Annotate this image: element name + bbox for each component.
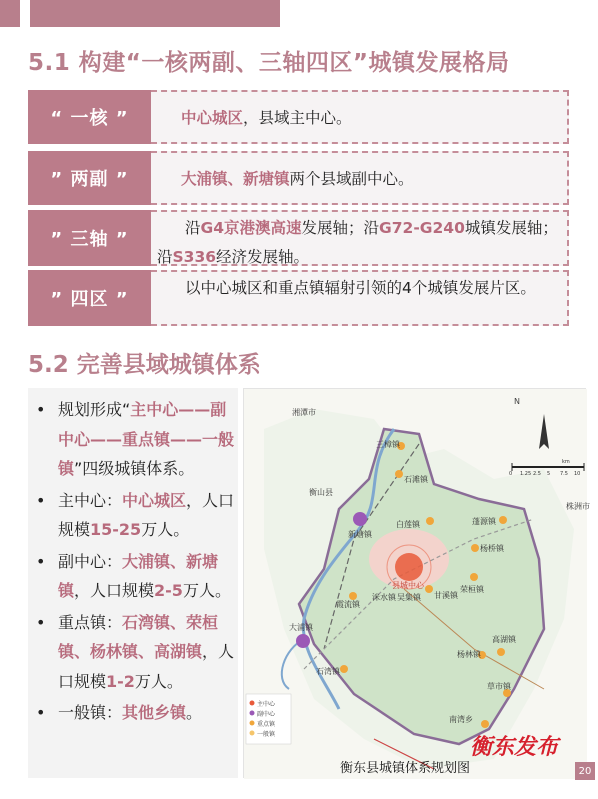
map-label-town: 三樟镇: [376, 440, 400, 449]
section-2-title: 5.2 完善县域城镇体系: [28, 352, 261, 378]
bullet-dot: •: [36, 490, 46, 510]
map-label-neighbor: 株洲市: [566, 502, 590, 511]
pattern-row-core: [28, 90, 569, 144]
top-accent-bar-right: [30, 0, 280, 27]
bullet-dot: •: [36, 400, 46, 419]
page-number: 20: [575, 762, 595, 780]
section-1-title: 5.1 构建“一核两副、三轴四区”城镇发展格局: [28, 50, 510, 76]
town-system-bullets: [28, 388, 238, 778]
legend-item: 一般镇: [257, 731, 276, 738]
map-compass-label: N: [514, 397, 520, 406]
row-description: 沿G4京港澳高速发展轴；沿G72-G240城镇发展轴；沿S336经济发展轴。: [151, 210, 569, 266]
scale-tick: 1.25: [520, 471, 532, 477]
row-label: ” 四区 ”: [28, 270, 151, 326]
town-system-map: [243, 388, 590, 778]
map-label-town: 石滩镇: [404, 475, 428, 484]
map-label-town: 南湾乡: [449, 715, 473, 724]
bullet-dot: •: [36, 551, 46, 571]
bullet-item: • 重点镇：石湾镇、荣桓镇、杨林镇、高湖镇，人口规模1-2万人。: [58, 608, 238, 697]
map-label-town: 吴集镇: [397, 593, 421, 602]
row-description: 大浦镇、新塘镇两个县域副中心。: [151, 151, 569, 205]
map-label-town: 霞流镇: [336, 600, 360, 609]
bullet-dot: •: [36, 703, 46, 722]
map-label-town: 草市镇: [487, 682, 511, 691]
map-label-town: 蓬源镇: [472, 517, 496, 526]
scale-tick: 10: [574, 471, 581, 477]
map-label-town: 大浦镇: [289, 623, 313, 632]
row-label: ” 两副 ”: [28, 151, 151, 205]
map-caption: 衡东县城镇体系规划图: [340, 761, 471, 776]
pattern-row-sub: [28, 151, 569, 205]
top-accent-bar-left: [0, 0, 20, 27]
map-label-town: 高湖镇: [492, 635, 516, 644]
map-label-town: 甘溪镇: [434, 591, 458, 600]
row-description: 中心城区，县域主中心。: [151, 90, 569, 144]
pattern-row-zones: [28, 270, 569, 326]
legend-item: 副中心: [257, 711, 276, 718]
bullet-item: • 一般镇：其他乡镇。: [58, 698, 238, 728]
map-label-town: 荣桓镇: [460, 585, 484, 594]
legend-item: 主中心: [257, 701, 276, 708]
bullet-dot: •: [36, 612, 46, 632]
map-label-town: 县城中心: [392, 581, 424, 590]
pattern-row-axes: [28, 210, 569, 266]
map-label-neighbor: 衡山县: [309, 488, 333, 497]
bullet-item: • 主中心：中心城区，人口规模15-25万人。: [58, 486, 238, 545]
row-description: 以中心城区和重点镇辐射引领的4个城镇发展片区。: [151, 270, 569, 326]
scale-tick: 7.5: [560, 471, 568, 477]
map-label-town: 洣水镇: [372, 593, 396, 602]
map-label-neighbor: 湘潭市: [292, 408, 316, 417]
row-label: ” 三轴 ”: [28, 210, 151, 266]
map-label-town: 石湾镇: [316, 667, 340, 676]
map-label-town: 杨桥镇: [480, 544, 504, 553]
map-label-town: 新塘镇: [348, 530, 372, 539]
scale-tick: 0: [509, 471, 513, 477]
bullet-item: • 规划形成“主中心——副中心——重点镇——一般镇”四级城镇体系。: [58, 395, 238, 484]
legend-item: 重点镇: [257, 721, 276, 728]
scale-tick: 5: [547, 471, 551, 477]
map-label-town: 白莲镇: [396, 520, 420, 529]
publisher-logo: 衡东发布: [470, 735, 559, 760]
scale-unit: km: [562, 459, 570, 465]
scale-tick: 2.5: [533, 471, 541, 477]
row-label: “ 一核 ”: [28, 90, 151, 144]
bullet-item: • 副中心：大浦镇、新塘镇，人口规模2-5万人。: [58, 547, 238, 606]
map-label-town: 杨林镇: [457, 650, 481, 659]
